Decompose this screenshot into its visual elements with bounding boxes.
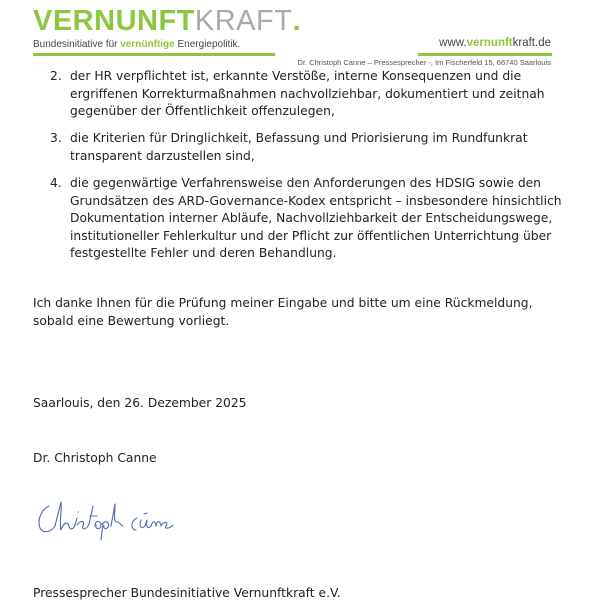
signer-title: Pressesprecher Bundesinitiative Vernunftkraft e.V. (33, 586, 341, 600)
list-line: Grundsätzen des ARD-Governance-Kodex entspricht – insbesondere hinsichtlich (70, 193, 562, 208)
closing-line: sobald eine Bewertung vorliegt. (33, 314, 230, 328)
tagline (33, 39, 240, 50)
list-number: 3. (50, 131, 62, 145)
list-line: institutioneller Fehlerkultur und der Pflicht zur öffentlichen Unterrichtung über (70, 228, 552, 243)
website-link[interactable] (439, 37, 551, 49)
list-line: gegenüber der Öffentlichkeit offenzulegen, (70, 104, 335, 118)
list-line: die gegenwärtige Verfahrensweise den Anforderungen des HDSIG sowie den (70, 176, 541, 190)
handwritten-signature (35, 496, 195, 546)
closing-line: Ich danke Ihnen für die Prüfung meiner Eingabe und bitte um eine Rückmeldung, (33, 296, 533, 310)
list-number: 4. (50, 176, 62, 190)
tagline-prefix: Bundesinitiative für (33, 39, 121, 50)
tagline-highlight: vernünftige (120, 39, 175, 50)
list-line: festgestellte Fehler und deren Behandlung. (70, 246, 337, 260)
tagline-suffix: Energiepolitik. (174, 39, 241, 50)
sender-line: Dr. Christoph Canne – Pressesprecher -, Im Fischerfeld 15, 66740 Saarlouis (297, 58, 551, 67)
logo-light: KRAFT (194, 5, 293, 37)
header-rule-right (418, 53, 552, 56)
logo-dot: . (292, 5, 302, 37)
logo-bold: VERNUNFT (33, 5, 195, 37)
place-date: Saarlouis, den 26. Dezember 2025 (33, 396, 247, 410)
list-line: Dokumentation interner Abläufe, Nachvollziehbarkeit der Entscheidungswege, (70, 211, 553, 225)
signer-name: Dr. Christoph Canne (33, 451, 157, 465)
website-highlight: vernunft (466, 37, 513, 49)
list-line: der HR verpflichtet ist, erkannte Verstöße, interne Konsequenzen und die (70, 69, 522, 83)
header-rule-left (33, 53, 275, 56)
list-line: transparent darzustellen sind, (70, 148, 255, 163)
list-line: die Kriterien für Dringlichkeit, Befassung und Priorisierung im Rundfunkrat (70, 131, 528, 145)
website-suffix: kraft.de (512, 37, 551, 49)
list-number: 2. (50, 69, 62, 83)
logo (33, 5, 301, 37)
website-prefix: www. (439, 37, 467, 49)
list-line: ergriffenen Korrekturmaßnahmen nachvollziehbar, dokumentiert und zeitnah (70, 86, 545, 101)
